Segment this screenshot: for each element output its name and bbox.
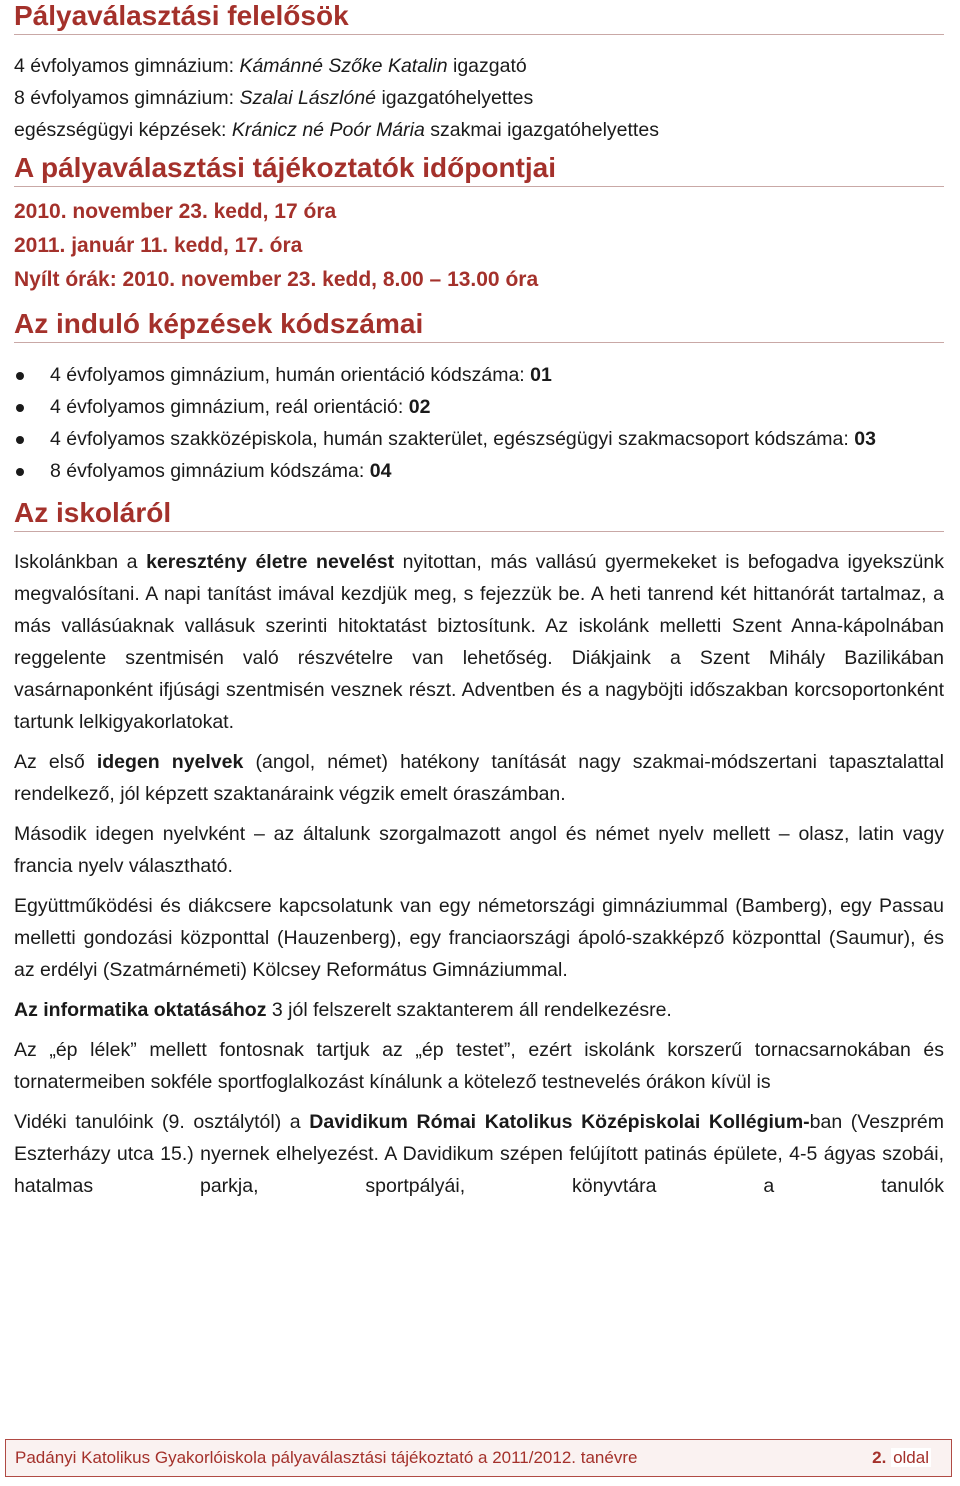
- list-item: [14, 359, 944, 391]
- paragraph: Az „ép lélek” mellett fontosnak tartjuk az „ép testet”, ezért iskolánk korszerű tornacsarnokában és tornatermeiben sokféle sportfoglalkozást kínálunk a kötelező testnevelés órákon kívül is: [14, 1039, 944, 1093]
- list-item: [14, 455, 944, 487]
- paragraph: [14, 1106, 944, 1202]
- paragraph: [14, 746, 944, 810]
- responsible-row: [14, 82, 944, 114]
- code-label: 4 évfolyamos szakközépiskola, humán szakterület, egészségügyi szakmacsoport kódszáma:: [50, 428, 849, 450]
- text: ban (Veszprém Eszterházy utca 15.) nyernek elhelyezést. A Davidikum szépen felújított patinás épülete, 4-5 ágyas szobái, hatalmas parkja, sportpályái, könyvtára a tanulók: [14, 1111, 944, 1197]
- text: (angol, német) hatékony tanítását nagy szakmai-módszertani tapasztalattal rendelkező, jól képzett szaktanáraink végzik emelt óraszámban.: [14, 751, 944, 805]
- emphasis: idegen nyelvek: [96, 751, 244, 773]
- paragraph: Második idegen nyelvként – az általunk szorgalmazott angol és német nyelv mellett – olasz, latin vagy francia nyelv választható.: [14, 823, 944, 877]
- page-number-label: oldal: [893, 1448, 929, 1467]
- responsible-row: [14, 50, 944, 82]
- code-value: 04: [369, 460, 392, 482]
- responsible-row: [14, 114, 944, 146]
- heading-dates: A pályaválasztási tájékoztatók időpontjai: [14, 151, 944, 187]
- emphasis: keresztény életre nevelést: [146, 551, 395, 573]
- text: Iskolánkban a: [14, 551, 138, 573]
- open-lessons-label: Nyílt órák:: [14, 268, 117, 291]
- paragraph: Együttműködési és diákcsere kapcsolatunk van egy németországi gimnáziummal (Bamberg), egy Passau melletti gondozási központtal (Hauzenberg), egy franciaországi ápoló-szakképző központtal (Saumur), és az erdélyi (Szatmárnémeti) Kölcsey Református Gimnáziummal.: [14, 895, 944, 981]
- code-value: 01: [530, 364, 552, 386]
- page-number-value: 2.: [872, 1448, 887, 1467]
- code-value: 02: [408, 396, 431, 418]
- person-name: Kámánné Szőke Katalin: [239, 55, 448, 77]
- page-footer: [5, 1439, 952, 1477]
- page-number: [872, 1440, 931, 1476]
- text: Vidéki tanulóink (9. osztálytól) a: [14, 1111, 301, 1133]
- code-label: 8 évfolyamos gimnázium kódszáma:: [50, 460, 365, 482]
- person-name: Szalai Lászlóné: [239, 87, 377, 109]
- text: nyitottan, más vallású gyermekeket is befogadva igyekszünk megvalósítani. A napi tanítást imával kezdjük meg, s fejezzük be. A heti tanrend két hittanórát tartalmaz, a más vallásúaknak vallásuk szerinti hitoktatást biztosítunk. Az iskolánk melletti Szent Anna-kápolnában reggelente szentmisén való részvételre van lehetőség. Diákjaink a Szent Mihály Bazilikában vasárnaponként ifjúsági szentmisén vesznek részt. Adventben és a nagyböjti időszakban korcsoportonként tartunk lelkigyakorlatokat.: [14, 551, 945, 733]
- role: 8 évfolyamos gimnázium:: [14, 87, 235, 109]
- text: 3 jól felszerelt szaktanterem áll rendelkezésre.: [266, 999, 672, 1021]
- date-row: 2011. január 11. kedd, 17. óra: [14, 234, 303, 257]
- codes-list: [14, 343, 944, 496]
- role: egészségügyi képzések:: [14, 119, 227, 141]
- responsibles-list: [14, 35, 944, 151]
- open-lessons-value: 2010. november 23. kedd, 8.00 – 13.00 óra: [122, 268, 539, 291]
- paragraph: [14, 994, 944, 1026]
- role: 4 évfolyamos gimnázium:: [14, 55, 235, 77]
- code-label: 4 évfolyamos gimnázium, humán orientáció kódszáma:: [50, 364, 525, 386]
- position: igazgató: [453, 55, 527, 77]
- open-lessons-row: [14, 263, 944, 297]
- about-body: [14, 532, 944, 1202]
- position: szakmai igazgatóhelyettes: [430, 119, 659, 141]
- list-item: [14, 423, 944, 455]
- document-page: [14, 0, 944, 1210]
- text: Az első: [14, 751, 85, 773]
- position: igazgatóhelyettes: [381, 87, 534, 109]
- heading-responsibles: Pályaválasztási felelősök: [14, 0, 944, 35]
- dates-list: [14, 187, 944, 307]
- code-value: 03: [854, 428, 876, 450]
- heading-codes: Az induló képzések kódszámai: [14, 307, 944, 343]
- date-row: 2010. november 23. kedd, 17 óra: [14, 200, 337, 223]
- list-item: [14, 391, 944, 423]
- person-name: Kránicz né Poór Mária: [231, 119, 425, 141]
- emphasis: Davidikum Római Katolikus Középiskolai Kollégium-: [309, 1111, 810, 1133]
- footer-text: Padányi Katolikus Gyakorlóiskola pályaválasztási tájékoztató a 2011/2012. tanévre: [15, 1448, 638, 1467]
- heading-about: Az iskoláról: [14, 496, 944, 532]
- emphasis: Az informatika oktatásához: [14, 999, 267, 1021]
- code-label: 4 évfolyamos gimnázium, reál orientáció:: [50, 396, 404, 418]
- paragraph: [14, 546, 944, 738]
